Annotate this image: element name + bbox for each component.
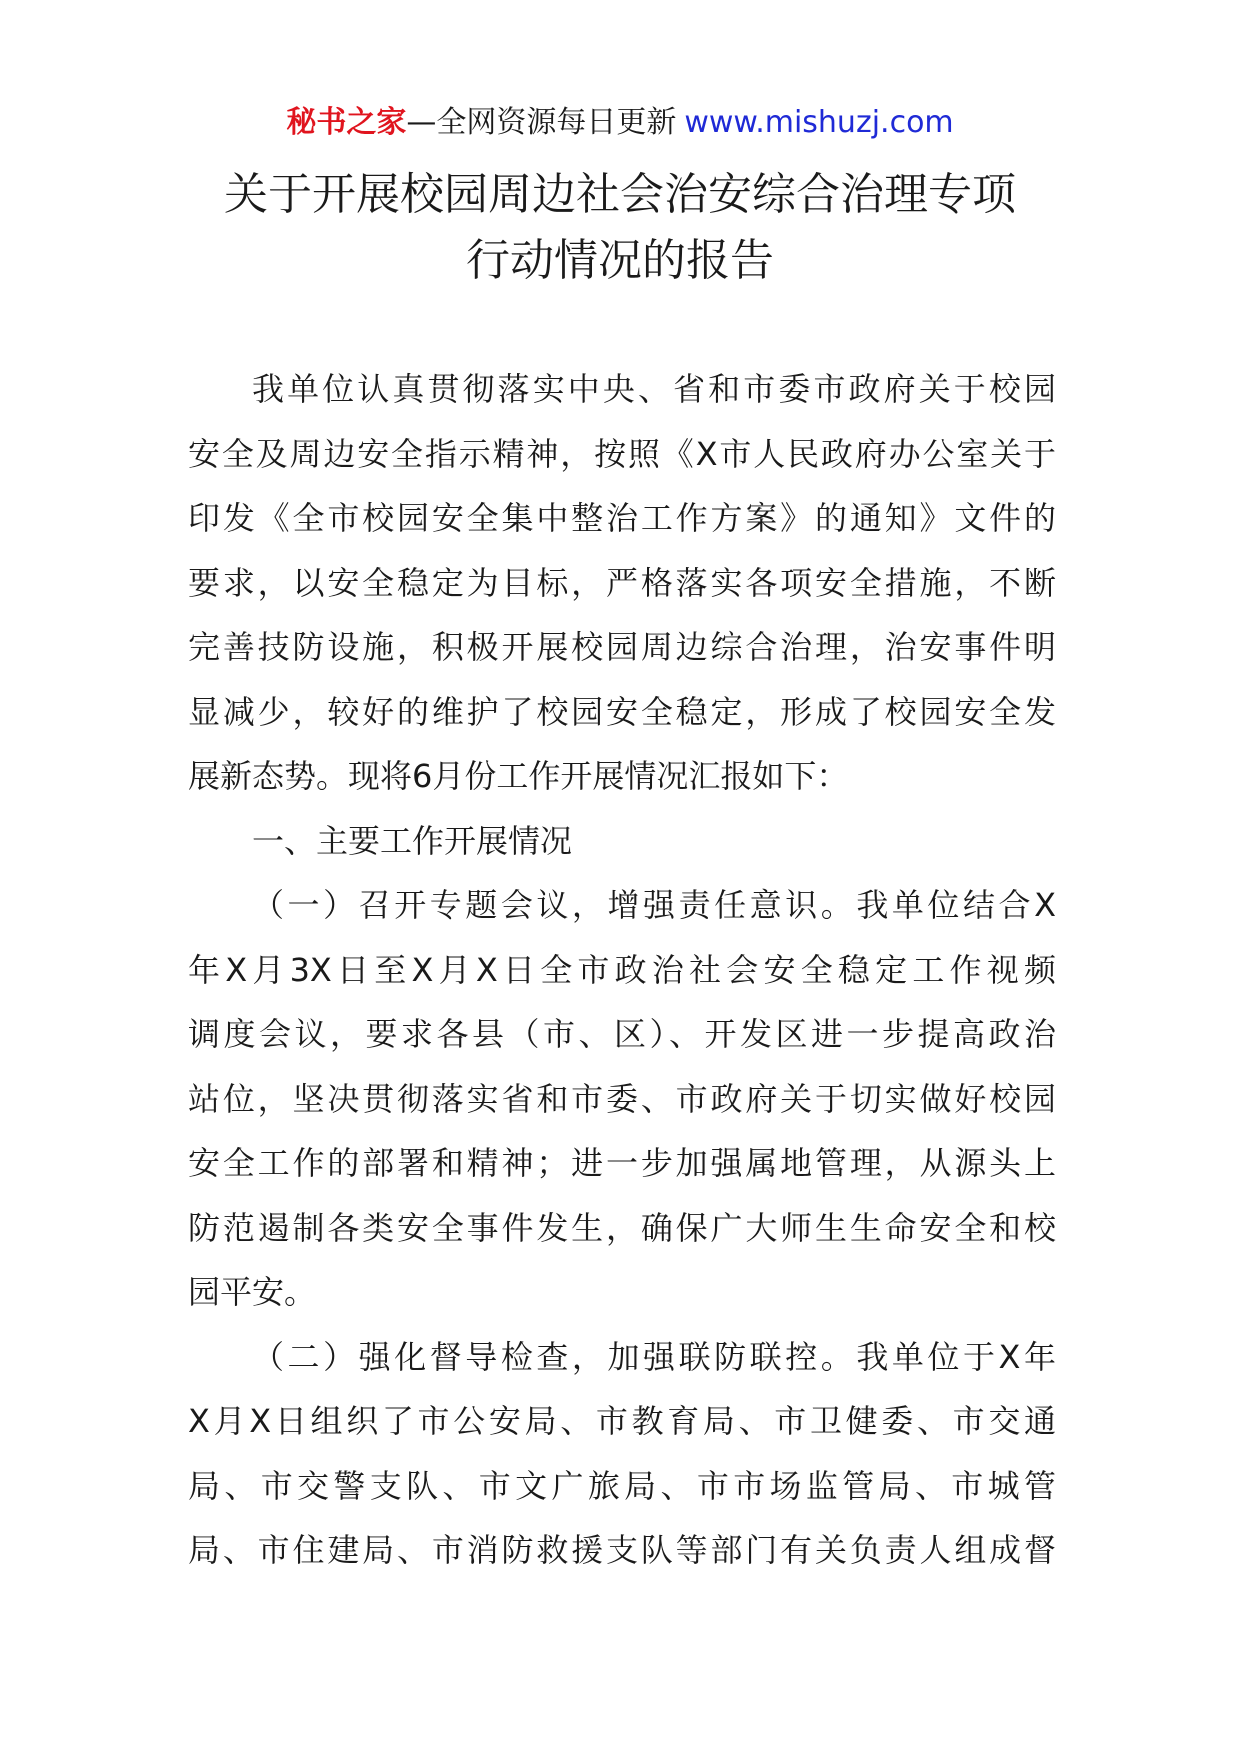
paragraph-line: 印发《全市校园安全集中整治工作方案》的通知》文件的 — [188, 499, 1056, 537]
paragraph-line: 安全工作的部署和精神；进一步加强属地管理，从源头上 — [188, 1144, 1056, 1182]
paragraph-line: 年X月3X日至X月X日全市政治社会安全稳定工作视频 — [188, 950, 1056, 989]
paragraph-line: 我单位认真贯彻落实中央、省和市委市政府关于校园 — [252, 370, 1056, 408]
paragraph-line: X月X日组织了市公安局、市教育局、市卫健委、市交通 — [188, 1402, 1056, 1440]
banner-brand: 秘书之家 — [286, 105, 407, 140]
title-line-1: 关于开展校园周边社会治安综合治理专项 — [224, 169, 1016, 220]
title-line-2: 行动情况的报告 — [466, 235, 774, 286]
paragraph-line: （一）召开专题会议，增强责任意识。我单位结合X — [252, 886, 1056, 924]
paragraph-line: 调度会议，要求各县（市、区）、开发区进一步提高政治 — [188, 1015, 1056, 1053]
document-title — [150, 162, 1090, 294]
paragraph-line: 局、市交警支队、市文广旅局、市市场监管局、市城管 — [188, 1466, 1056, 1505]
paragraph-line: 安全及周边安全指示精神，按照《X市人民政府办公室关于 — [188, 434, 1056, 473]
site-banner — [0, 103, 1240, 143]
paragraph-line: 防范遏制各类安全事件发生，确保广大师生生命安全和校 — [188, 1208, 1056, 1247]
paragraph-line: 站位，坚决贯彻落实省和市委、市政府关于切实做好校园 — [188, 1079, 1056, 1118]
paragraph-line: 要求，以安全稳定为目标，严格落实各项安全措施，不断 — [188, 563, 1056, 602]
section-heading: 一、主要工作开展情况 — [252, 821, 573, 860]
paragraph-line: 展新态势。现将6月份工作开展情况汇报如下： — [188, 757, 849, 795]
paragraph-line: 显减少，较好的维护了校园安全稳定，形成了校园安全发 — [188, 692, 1056, 731]
banner-tagline: —全网资源每日更新 — [406, 105, 677, 140]
banner-url[interactable]: www.mishuzj.com — [684, 105, 954, 140]
document-body — [188, 357, 1056, 1583]
paragraph-line: 局、市住建局、市消防救援支队等部门有关负责人组成督 — [188, 1531, 1056, 1569]
paragraph-line: 园平安。 — [188, 1273, 317, 1311]
paragraph-line: （二）强化督导检查，加强联防联控。我单位于X年 — [252, 1337, 1056, 1376]
paragraph-line: 完善技防设施，积极开展校园周边综合治理，治安事件明 — [188, 628, 1056, 666]
